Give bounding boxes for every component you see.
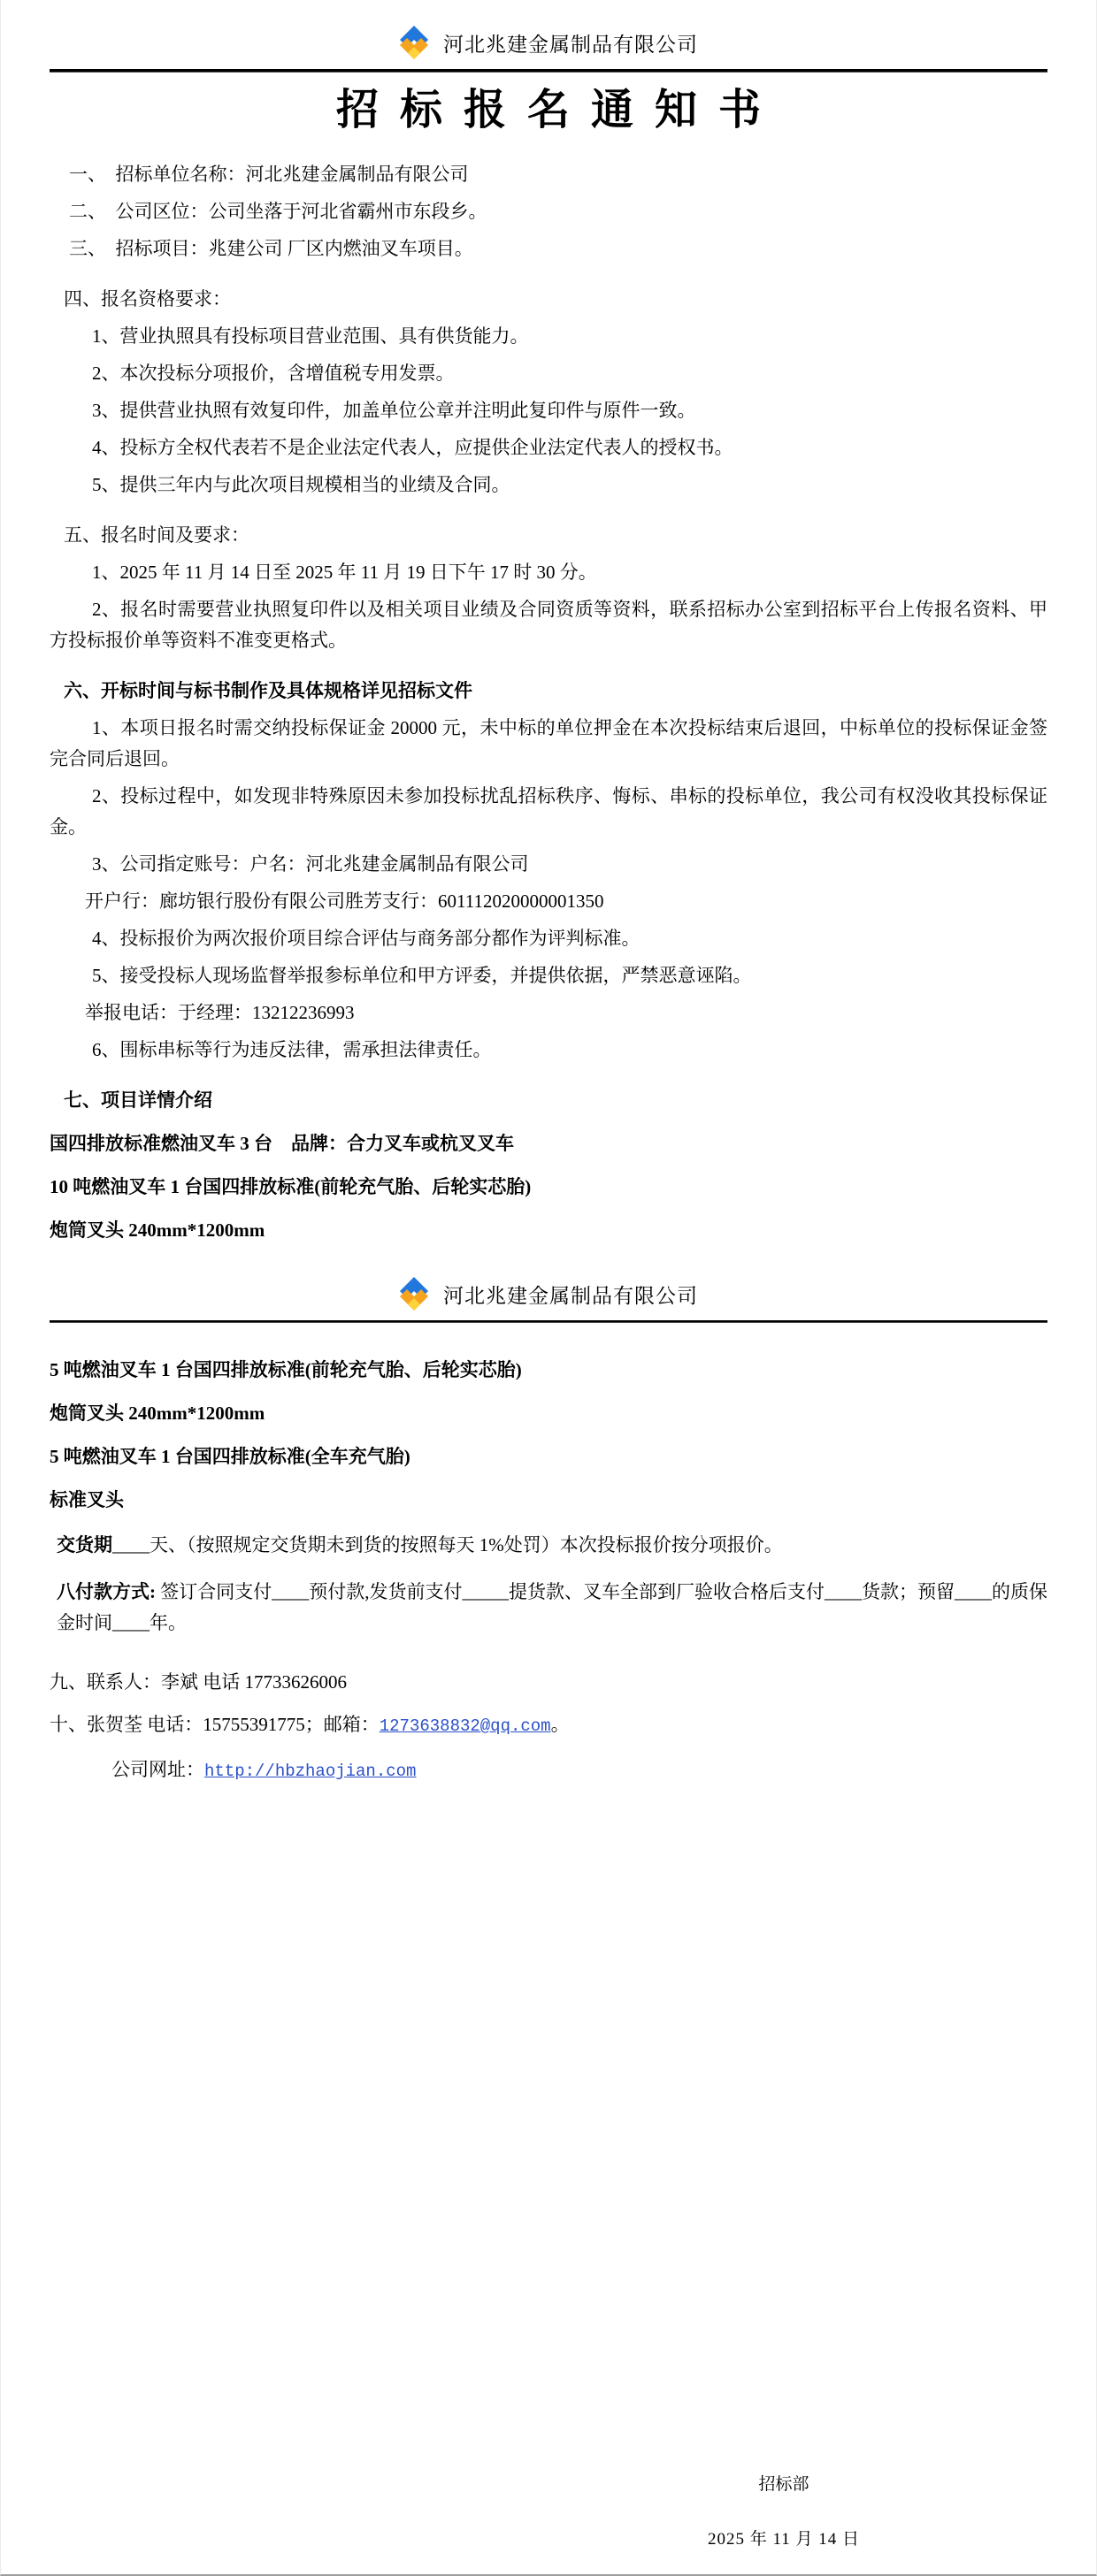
qualification-item: 2、本次投标分项报价，含增值税专用发票。	[92, 363, 455, 384]
qualification-item: 4、投标方全权代表若不是企业法定代表人，应提供企业法定代表人的授权书。	[92, 437, 733, 458]
contact-line-libin: 九、联系人：李斌 电话 17733626006	[50, 1671, 347, 1693]
section-heading-qualifications: 四、报名资格要求：	[64, 288, 231, 310]
product-spec-line: 5 吨燃油叉车 1 台国四排放标准(前轮充气胎、后轮实芯胎)	[50, 1359, 522, 1380]
delivery-label: 交货期	[57, 1534, 112, 1556]
delivery-text: ____天、（按照规定交货期未到货的按照每天 1%处罚）本次投标报价按分项报价。	[112, 1534, 783, 1556]
section-heading-schedule: 五、报名时间及要求：	[64, 524, 249, 546]
document-date: 2025 年 11 月 14 日	[707, 2530, 861, 2549]
payment-terms-line	[50, 1577, 1047, 1639]
qualification-item: 3、提供营业执照有效复印件，加盖单位公章并注明此复印件与原件一致。	[92, 400, 696, 421]
website-label: 公司网址：	[111, 1759, 204, 1780]
company-location-line: 二、 公司区位：公司坐落于河北省霸州市东段乡。	[69, 201, 487, 222]
qualification-item: 5、提供三年内与此次项目规模相当的业绩及合同。	[92, 474, 510, 495]
report-phone-line: 举报电话：于经理：13212236993	[85, 1002, 355, 1023]
company-name: 河北兆建金属制品有限公司	[443, 1284, 698, 1307]
product-spec-line: 炮筒叉头 240mm*1200mm	[50, 1403, 265, 1424]
header-rule	[50, 69, 1047, 73]
contact-prefix: 十、张贺荃 电话：15755391775；邮箱：	[50, 1714, 380, 1735]
payment-label: 八付款方式:	[57, 1581, 156, 1602]
email-link[interactable]: 1273638832@qq.com	[379, 1716, 551, 1736]
product-spec-line: 标准叉头	[50, 1489, 124, 1510]
payment-text: 签订合同支付____预付款,发货前支付_____提货款、叉车全部到厂验收合格后支付____货款；预留____的质保金时间____年。	[57, 1581, 1047, 1633]
tender-org-line: 一、 招标单位名称：河北兆建金属制品有限公司	[69, 164, 469, 185]
deposit-forfeit-item: 2、投标过程中，如发现非特殊原因未参加投标扰乱招标秩序、悔标、串标的投标单位，我公司有权没收其投标保证金。	[50, 785, 1047, 837]
company-logo-icon	[399, 25, 429, 60]
company-name: 河北兆建金属制品有限公司	[443, 33, 698, 56]
bank-account-name-line: 3、公司指定账号：户名：河北兆建金属制品有限公司	[92, 853, 529, 875]
page2-header	[50, 1273, 1047, 1320]
contact-line-zhanghequan	[50, 1709, 1047, 1742]
website-line	[50, 1754, 1047, 1787]
schedule-item: 2、报名时需要营业执照复印件以及相关项目业绩及合同资质等资料，联系招标办公室到招标平台上传报名资料、甲方投标报价单等资料不准变更格式。	[50, 599, 1047, 651]
website-link[interactable]: http://hbzhaojian.com	[204, 1762, 417, 1781]
evaluation-item: 4、投标报价为两次报价项目综合评估与商务部分都作为评判标准。	[92, 928, 641, 949]
product-spec-line: 国四排放标准燃油叉车 3 台 品牌：合力叉车或杭叉叉车	[50, 1133, 514, 1154]
company-logo-icon	[399, 1276, 429, 1311]
deposit-item: 1、本项日报名时需交纳投标保证金 20000 元，未中标的单位押金在本次投标结束后退回，中标单位的投标保证金签完合同后退回。	[50, 717, 1047, 769]
page-title: 招标报名通知书	[335, 87, 782, 134]
delivery-terms-line	[50, 1530, 1047, 1561]
product-spec-line: 5 吨燃油叉车 1 台国四排放标准(全车充气胎)	[50, 1446, 410, 1467]
section-heading-bid-opening: 六、开标时间与标书制作及具体规格详见招标文件	[64, 680, 472, 701]
page1-header	[50, 21, 1047, 69]
tender-project-line: 三、 招标项目：兆建公司 厂区内燃油叉车项目。	[69, 238, 473, 259]
supervision-item: 5、接受投标人现场监督举报参标单位和甲方评委，并提供依据，严禁恶意诬陷。	[92, 965, 752, 986]
legal-item: 6、围标串标等行为违反法律，需承担法律责任。	[92, 1039, 492, 1060]
header-rule	[50, 1320, 1047, 1323]
schedule-item: 1、2025 年 11 月 14 日至 2025 年 11 月 19 日下午 17 时 30 分。	[92, 562, 597, 583]
bank-branch-line: 开户行：廊坊银行股份有限公司胜芳支行：601112020000001350	[85, 891, 604, 912]
product-spec-line: 10 吨燃油叉车 1 台国四排放标准(前轮充气胎、后轮实芯胎)	[50, 1176, 532, 1197]
product-spec-line: 炮筒叉头 240mm*1200mm	[50, 1219, 265, 1241]
signature-block	[656, 2469, 912, 2555]
qualification-item: 1、营业执照具有投标项目营业范围、具有供货能力。	[92, 325, 529, 347]
contact-suffix: 。	[550, 1714, 570, 1735]
section-heading-project-details: 七、项目详情介绍	[64, 1089, 212, 1111]
department-name: 招标部	[758, 2475, 809, 2494]
